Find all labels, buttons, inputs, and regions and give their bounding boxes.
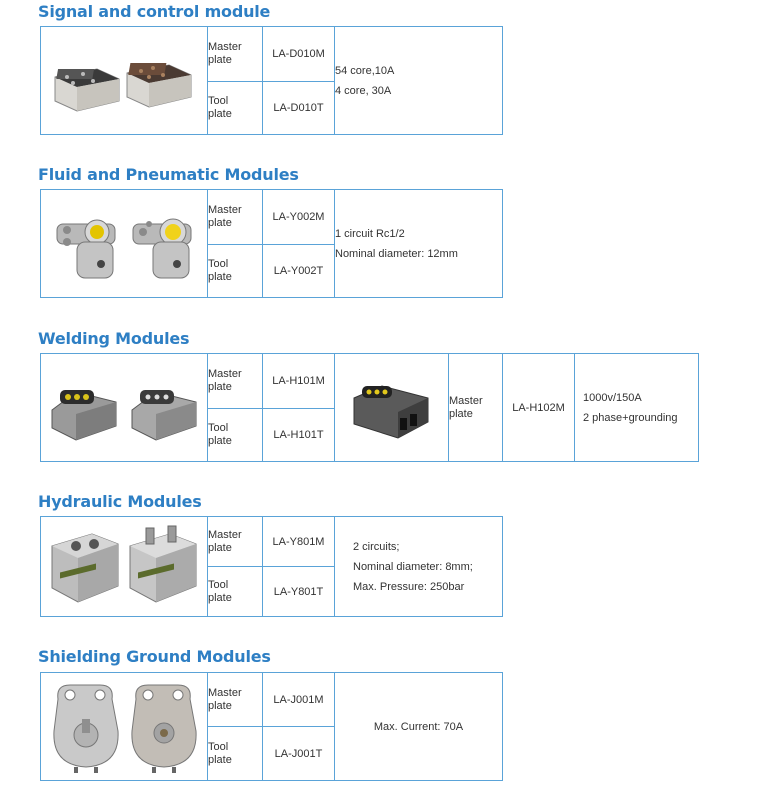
hydraulic-module-image (41, 517, 208, 617)
fluid-module-icon (49, 202, 199, 286)
master-plate-code: LA-H101M (263, 354, 335, 409)
tool-plate-label: Tool plate (208, 82, 263, 135)
tool-plate-label: Tool plate (208, 245, 263, 298)
section-title-shielding: Shielding Ground Modules (38, 647, 271, 666)
signal-module-table (40, 26, 503, 135)
section-title-welding: Welding Modules (38, 329, 190, 348)
master-plate-label: Master plate (208, 517, 263, 567)
signal-module-icon (49, 41, 199, 121)
shielding-module-spec: Max. Current: 70A (335, 673, 503, 781)
fluid-module-table (40, 189, 503, 298)
welding-module-image (41, 354, 208, 462)
welding-module-icon (46, 368, 202, 448)
welding-h102-icon (342, 368, 442, 448)
master-plate-code: LA-Y002M (263, 190, 335, 245)
master-plate-label: Master plate (208, 673, 263, 727)
signal-module-image (41, 27, 208, 135)
signal-module-spec: 54 core,10A 4 core, 30A (335, 27, 503, 135)
tool-plate-code: LA-H101T (263, 409, 335, 462)
shielding-module-image (41, 673, 208, 781)
section-title-hydraulic: Hydraulic Modules (38, 492, 202, 511)
tool-plate-label: Tool plate (208, 409, 263, 462)
master-plate-label: Master plate (208, 190, 263, 245)
section-title-fluid: Fluid and Pneumatic Modules (38, 165, 299, 184)
tool-plate-label: Tool plate (208, 567, 263, 617)
tool-plate-code: LA-Y002T (263, 245, 335, 298)
welding-module-table (40, 353, 699, 462)
fluid-module-spec: 1 circuit Rc1/2 Nominal diameter: 12mm (335, 190, 503, 298)
shielding-module-icon (46, 677, 202, 777)
hydraulic-module-icon (46, 522, 202, 612)
master-plate-code: LA-Y801M (263, 517, 335, 567)
tool-plate-code: LA-J001T (263, 727, 335, 781)
h102-master-plate-label: Master plate (449, 354, 503, 462)
tool-plate-code: LA-Y801T (263, 567, 335, 617)
hydraulic-module-spec: 2 circuits; Nominal diameter: 8mm; Max. Pressure: 250bar (335, 517, 503, 617)
welding-h102-image (335, 354, 449, 462)
master-plate-code: LA-J001M (263, 673, 335, 727)
hydraulic-module-table (40, 516, 503, 617)
tool-plate-code: LA-D010T (263, 82, 335, 135)
shielding-module-table (40, 672, 503, 781)
tool-plate-label: Tool plate (208, 727, 263, 781)
section-title-signal: Signal and control module (38, 2, 271, 21)
welding-module-spec: 1000v/150A 2 phase+grounding (575, 354, 699, 462)
master-plate-label: Master plate (208, 354, 263, 409)
master-plate-label: Master plate (208, 27, 263, 82)
master-plate-code: LA-D010M (263, 27, 335, 82)
fluid-module-image (41, 190, 208, 298)
h102-master-plate-code: LA-H102M (503, 354, 575, 462)
